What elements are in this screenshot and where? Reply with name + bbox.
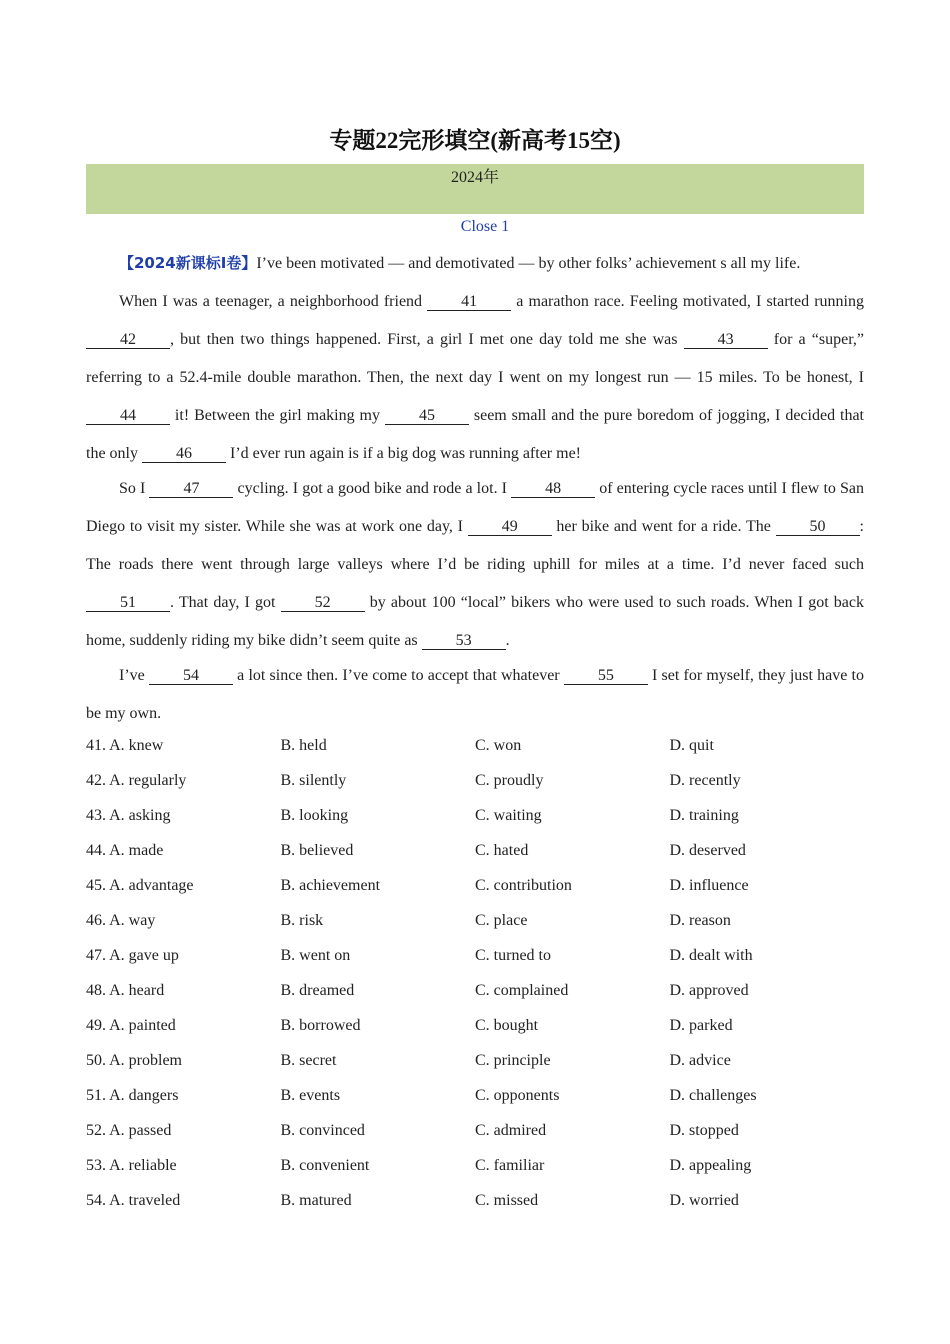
text-run: .: [505, 632, 510, 649]
option-d: D. parked: [669, 1017, 733, 1034]
blank-43: 43: [684, 332, 768, 349]
text-run: I’d ever run again is if a big dog was running after me!: [226, 445, 581, 462]
option-a: 46. A. way: [86, 912, 156, 929]
question-row: [86, 840, 886, 875]
text-run: , but then two things happened. First, a girl I met one day told me she was: [170, 331, 684, 348]
option-d: D. challenges: [669, 1087, 757, 1104]
blank-48: 48: [511, 481, 595, 498]
option-b: B. borrowed: [280, 1017, 361, 1034]
option-a: 45. A. advantage: [86, 877, 194, 894]
blank-41: 41: [427, 294, 511, 311]
text-run: I’ve: [119, 667, 149, 684]
blank-49: 49: [468, 519, 552, 536]
option-b: B. achievement: [280, 877, 381, 894]
option-c: C. bought: [475, 1017, 539, 1034]
option-b: B. dreamed: [280, 982, 355, 999]
question-row: [86, 770, 886, 805]
option-b: B. convenient: [280, 1157, 370, 1174]
year-label: 2024年: [450, 169, 499, 186]
passage-intro: [86, 250, 864, 277]
option-d: D. advice: [669, 1052, 731, 1069]
option-d: D. reason: [669, 912, 731, 929]
paragraph-2: [86, 283, 864, 473]
text-run: for a “super,” referring to a 52.4-mile double marathon. Then, the next day I went on my longest run — 15 miles. To be honest, I: [86, 331, 865, 386]
blank-46: 46: [142, 446, 226, 463]
option-d: D. approved: [669, 982, 749, 999]
blank-45: 45: [385, 408, 469, 425]
option-a: 49. A. painted: [86, 1017, 176, 1034]
option-b: B. risk: [280, 912, 324, 929]
text-run: So I: [119, 480, 150, 497]
option-a: 41. A. knew: [86, 737, 164, 754]
question-row: [86, 910, 886, 945]
option-b: B. silently: [280, 772, 347, 789]
option-c: C. contribution: [475, 877, 572, 894]
text-run: her bike and went for a ride. The: [551, 518, 776, 535]
blank-51: 51: [86, 595, 170, 612]
question-row: [86, 1155, 886, 1190]
option-b: B. secret: [280, 1052, 337, 1069]
option-d: D. training: [669, 807, 739, 824]
option-d: D. recently: [669, 772, 741, 789]
answer-options: [86, 735, 886, 1225]
blank-47: 47: [149, 481, 233, 498]
option-b: B. matured: [280, 1192, 352, 1209]
text-run: a lot since then. I’ve come to accept that whatever: [232, 667, 564, 684]
text-run: seem small and the pure boredom of jogging, I decided that the only: [86, 407, 864, 462]
option-c: C. hated: [475, 842, 529, 859]
question-row: [86, 1085, 886, 1120]
blank-50: 50: [776, 519, 860, 536]
option-d: D. stopped: [669, 1122, 739, 1139]
option-a: 54. A. traveled: [86, 1192, 181, 1209]
blank-55: 55: [564, 668, 648, 685]
source-tag: 【2024新课标Ⅰ卷】: [119, 254, 257, 272]
option-b: B. held: [280, 737, 327, 754]
text-run: cycling. I got a good bike and rode a lot. I: [233, 480, 512, 497]
option-c: C. waiting: [475, 807, 542, 824]
option-a: 42. A. regularly: [86, 772, 187, 789]
text-run: I set for myself, they just have to be my own.: [86, 667, 864, 722]
question-row: [86, 735, 886, 770]
option-b: B. events: [280, 1087, 341, 1104]
option-d: D. worried: [669, 1192, 739, 1209]
option-c: C. complained: [475, 982, 569, 999]
question-row: [86, 1015, 886, 1050]
option-c: C. missed: [475, 1192, 539, 1209]
option-a: 51. A. dangers: [86, 1087, 179, 1104]
option-a: 48. A. heard: [86, 982, 165, 999]
option-b: B. went on: [280, 947, 351, 964]
text-run: When I was a teenager, a neighborhood friend: [119, 293, 428, 310]
option-c: C. opponents: [475, 1087, 560, 1104]
option-c: C. won: [475, 737, 522, 754]
blank-44: 44: [86, 408, 170, 425]
option-c: C. admired: [475, 1122, 547, 1139]
option-c: C. principle: [475, 1052, 551, 1069]
paragraph-4: [86, 657, 864, 733]
question-row: [86, 1190, 886, 1225]
blank-42: 42: [86, 332, 170, 349]
option-d: D. influence: [669, 877, 749, 894]
page-title: 专题22完形填空(新高考15空): [329, 128, 621, 153]
option-c: C. place: [475, 912, 528, 929]
option-c: C. turned to: [475, 947, 551, 964]
section-label: Close 1: [460, 218, 510, 235]
text-run: it! Between the girl making my: [170, 407, 385, 424]
text-run: of entering cycle races until I flew to San Diego to visit my sister. While she was at work one day, I: [86, 480, 864, 535]
intro-text: I’ve been motivated — and demotivated — by other folks’ achievement s all my life.: [256, 255, 801, 272]
passage: [86, 250, 864, 733]
text-run: : The roads there went through large valleys where I’d be riding uphill for miles at a time. I’d never faced such: [86, 518, 864, 573]
year-banner: [86, 164, 864, 214]
question-row: [86, 805, 886, 840]
option-d: D. appealing: [669, 1157, 752, 1174]
option-a: 43. A. asking: [86, 807, 171, 824]
question-row: [86, 875, 886, 910]
question-row: [86, 980, 886, 1015]
text-run: a marathon race. Feeling motivated, I started running: [511, 293, 864, 310]
option-b: B. looking: [280, 807, 349, 824]
option-b: B. believed: [280, 842, 354, 859]
option-c: C. proudly: [475, 772, 544, 789]
question-row: [86, 1120, 886, 1155]
blank-52: 52: [281, 595, 365, 612]
question-row: [86, 945, 886, 980]
question-row: [86, 1050, 886, 1085]
option-d: D. deserved: [669, 842, 746, 859]
option-b: B. convinced: [280, 1122, 365, 1139]
paragraph-3: [86, 470, 864, 660]
option-d: D. dealt with: [669, 947, 753, 964]
blank-53: 53: [422, 633, 506, 650]
option-d: D. quit: [669, 737, 714, 754]
option-a: 47. A. gave up: [86, 947, 179, 964]
option-a: 52. A. passed: [86, 1122, 172, 1139]
text-run: by about 100 “local” bikers who were used to such roads. When I got back home, suddenly riding my bike didn’t seem quite as: [86, 594, 864, 649]
option-a: 50. A. problem: [86, 1052, 182, 1069]
option-c: C. familiar: [475, 1157, 545, 1174]
option-a: 53. A. reliable: [86, 1157, 177, 1174]
text-run: . That day, I got: [170, 594, 281, 611]
blank-54: 54: [149, 668, 233, 685]
option-a: 44. A. made: [86, 842, 164, 859]
